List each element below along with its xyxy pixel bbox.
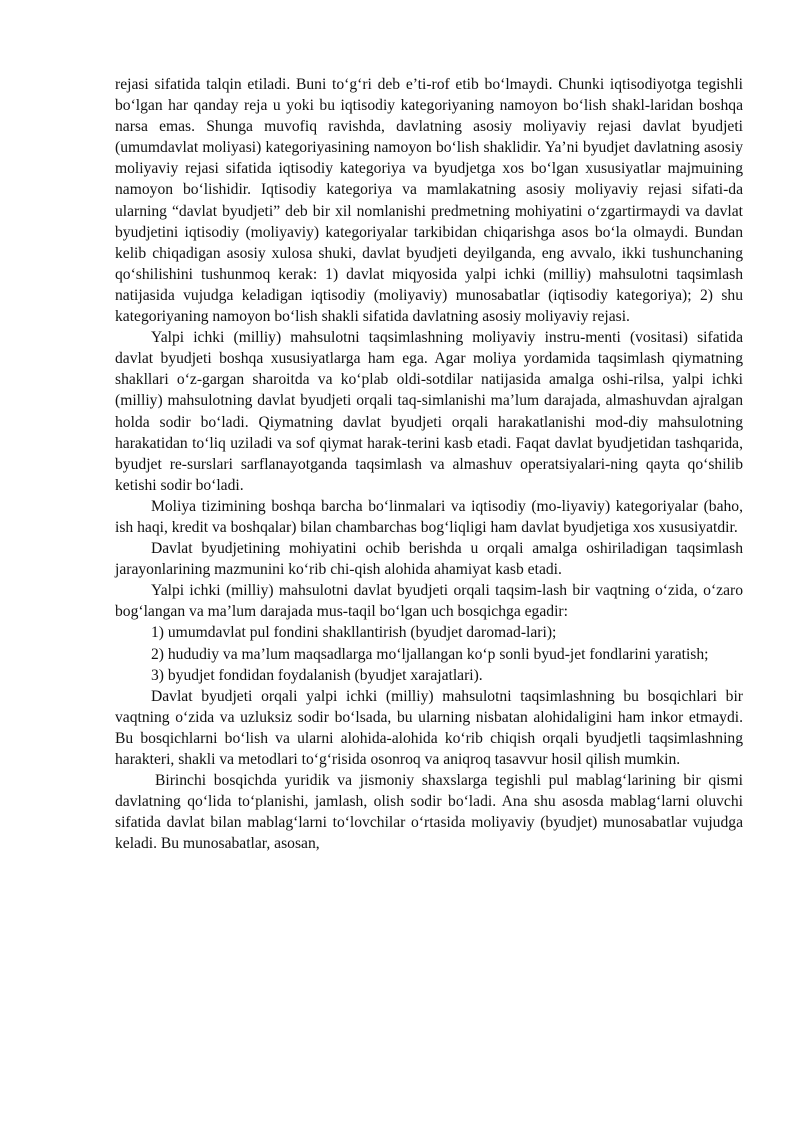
paragraph-3: Moliya tizimining boshqa barcha bo‘linmalari va iqtisodiy (mo-liyaviy) kategoriyalar (baho, ish haqi, kredit va boshqalar) bilan chambarchas bog‘liqligi ham davlat byudjetiga xos xususiyatdir. — [115, 497, 743, 536]
paragraph-2: Yalpi ichki (milliy) mahsulotni taqsimlashning moliyaviy instru-menti (vositasi) sifatida davlat byudjeti boshqa xususiyatlarga ham ega. Agar moliya yordamida taqsimlash qiymatning shakllari o‘z-gargan sharoitda va ko‘plab oldi-sotdilar natijasida amalga oshi-rilsa, yalpi ichki (milliy) mahsulotning davlat byudjeti orqali taq-simlanishi ma’lum darajada, almashuvdan ajralgan holda sodir bo‘ladi. Qiymatning davlat byudjeti orqali harakatlanishi mod-diy mahsulotning harakatidan to‘liq uziladi va sof qiymat harak-terini kasb etadi. Faqat davlat byudjetidan tashqarida, byudjet re-surslari sarflanayotganda taqsimlash va almashuv operatsiyalari-ning qayta qo‘shilib ketishi sodir bo‘ladi. — [115, 329, 743, 494]
list-item-3: 3) byudjet fondidan foydalanish (byudjet xarajatlari). — [151, 666, 483, 684]
paragraph-5: Yalpi ichki (milliy) mahsulotni davlat byudjeti orqali taqsim-lash bir vaqtning o‘zida, o‘zaro bog‘langan va ma’lum darajada mus-taqil bo‘lgan uch bosqichga egadir: — [115, 582, 743, 621]
document-page — [115, 74, 743, 854]
list-item-1: 1) umumdavlat pul fondini shakllantirish (byudjet daromad-lari); — [151, 624, 557, 642]
paragraph-7: Birinchi bosqichda yuridik va jismoniy shaxslarga tegishli pul mablag‘larining bir qismi davlatning qo‘lida to‘planishi, jamlash, olish sodir bo‘ladi. Ana shu asosda mablag‘larni oluvchi sifatida davlat bilan mablag‘larni to‘lovchilar o‘rtasida moliyaviy (byudjet) munosabatlar vujudga keladi. Bu munosabatlar, asosan, — [115, 772, 743, 853]
paragraph-4: Davlat byudjetining mohiyatini ochib berishda u orqali amalga oshiriladigan taqsimlash jarayonlarining mazmunini ko‘rib chi-qish alohida ahamiyat kasb etadi. — [115, 540, 743, 579]
paragraph-1: rejasi sifatida talqin etiladi. Buni to‘g‘ri deb e’ti-rof etib bo‘lmaydi. Chunki iqtisodiyotga tegishli bo‘lgan har qanday reja u yoki bu iqtisodiy kategoriyaning namoyon bo‘lish shakl-laridan boshqa narsa emas. Shunga muvofiq ravishda, davlatning asosiy moliyaviy rejasi davlat byudjeti (umumdavlat moliyasi) kategoriyasining namoyon bo‘lish shaklidir. Ya’ni byudjet davlatning asosiy moliyaviy rejasi sifatida iqtisodiy kategoriya va byudjetga xos bo‘lgan xususiyatlar majmuining namoyon bo‘lishidir. Iqtisodiy kategoriya va mamlakatning asosiy moliyaviy rejasi sifati-da ularning “davlat byudjeti” deb bir xil nomlanishi predmetning mohiyatini o‘zgartirmaydi va davlat byudjetini iqtisodiy (moliyaviy) kategoriyalar tarkibidan chiqarishga asos bo‘la olmaydi. Bundan kelib chiqadigan asosiy xulosa shuki, davlat byudjeti deyilganda, eng avvalo, ikki tushunchaning qo‘shilishini tushunmoq kerak: 1) davlat miqyosida yalpi ichki (milliy) mahsulotni taqsimlash natijasida vujudga keladigan iqtisodiy (moliyaviy) munosabatlar (iqtisodiy kategoriya); 2) shu kategoriyaning namoyon bo‘lish shakli sifatida davlatning asosiy moliyaviy rejasi. — [115, 76, 743, 326]
list-item-2: 2) hududiy va ma’lum maqsadlarga mo‘ljallangan ko‘p sonli byud-jet fondlarini yaratish; — [151, 645, 709, 663]
paragraph-6: Davlat byudjeti orqali yalpi ichki (milliy) mahsulotni taqsimlashning bu bosqichlari bir vaqtning o‘zida va uzluksiz sodir bo‘lsada, bu ularning nisbatan alohidaligini ham inkor etmaydi. Bu bosqichlarni bo‘lish va ularni alohida-alohida ko‘rib chiqish orqali byudjetli taqsimlashning harakteri, shakli va metodlari to‘g‘risida osonroq va aniqroq tasavvur hosil qilish mumkin. — [115, 687, 743, 768]
